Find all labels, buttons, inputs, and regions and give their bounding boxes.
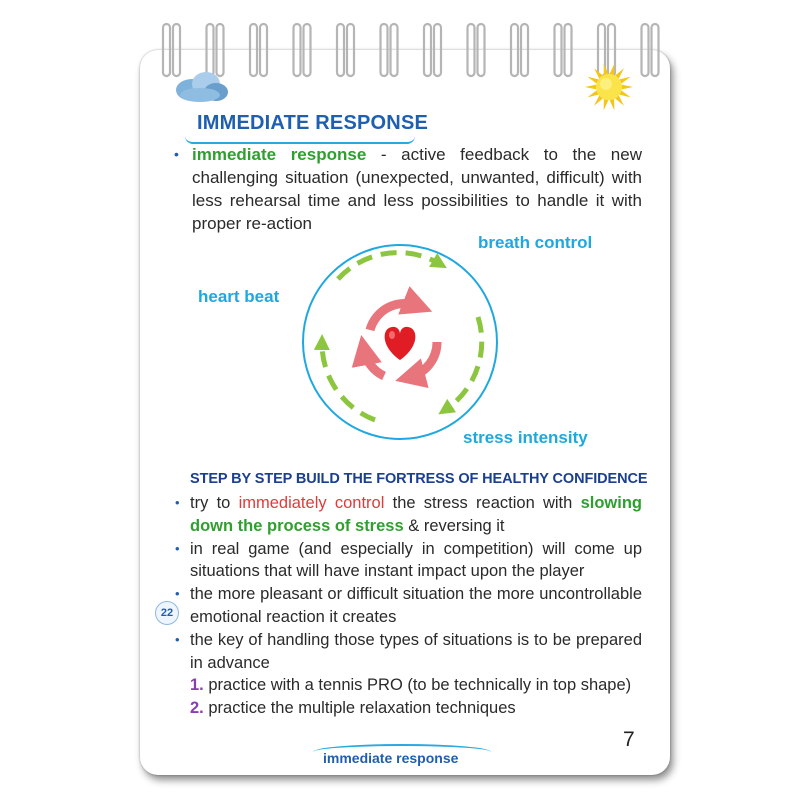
footer-title: immediate response [323, 750, 459, 766]
sun-icon [583, 62, 635, 112]
chapter-badge: 22 [155, 601, 179, 625]
b1-highlight-red: immediately control [238, 494, 385, 512]
b1-post: & reversing it [408, 516, 505, 535]
binding-ring [381, 24, 388, 76]
sun-ray [604, 64, 609, 75]
label-breath-control: breath control [478, 233, 593, 252]
step-text: practice the multiple relaxation techniques [208, 699, 516, 718]
b1-pre: try to [190, 494, 231, 512]
binding-ring [511, 24, 518, 76]
sun-ray [610, 64, 615, 75]
b3-text: the more pleasant or difficult situation the more uncontrollable emotional reaction it creates [190, 585, 642, 626]
label-heart-beat: heart beat [198, 287, 280, 306]
step-number: 2. [190, 699, 204, 718]
intro-term: immediate response [192, 145, 367, 164]
bullet-icon: • [175, 631, 180, 647]
sun-ray [585, 85, 596, 90]
binding-ring [260, 24, 267, 76]
bullet-icon: • [174, 146, 179, 162]
binding-ring [642, 24, 649, 76]
page-number: 7 [623, 728, 635, 751]
step-number: 1. [190, 676, 204, 695]
binding-ring [521, 24, 528, 76]
b2-text: in real game (and especially in competition) will come up situations that will have instant impact upon the player [190, 539, 642, 581]
intro-text: - active feedback to the new challenging situation (unexpected, unwanted, difficult) with less rehearsal time and less possibilities to handle it with proper re-action [192, 145, 642, 233]
binding-ring [294, 24, 301, 76]
stress-cycle-diagram [300, 232, 500, 452]
binding-ring [391, 24, 398, 76]
binding-ring [163, 24, 170, 76]
binding-ring [434, 24, 441, 76]
heart-icon [385, 327, 416, 360]
step-text: practice with a tennis PRO (to be technically in top shape) [208, 676, 632, 695]
binding-ring [304, 24, 311, 76]
binding-ring [555, 24, 562, 76]
sun-ray [622, 85, 633, 90]
binding-ring [347, 24, 354, 76]
sun-ray [610, 99, 615, 110]
label-stress-intensity: stress intensity [463, 428, 588, 447]
list-item [175, 492, 642, 538]
binding-ring [250, 24, 257, 76]
list-item [175, 583, 642, 629]
binding-ring [478, 24, 485, 76]
intro-paragraph [174, 143, 642, 235]
bullet-icon: • [175, 540, 180, 556]
binding-ring [468, 24, 475, 76]
binding-ring [565, 24, 572, 76]
binding-ring [337, 24, 344, 76]
tips-list [175, 492, 642, 720]
b1-highlight-green: slowing down the process of stress [190, 494, 642, 535]
step-item [190, 674, 642, 697]
b4-text: the key of handling those types of situations is to be prepared in advance [190, 630, 642, 672]
spiral-binding [0, 0, 800, 90]
binding-ring [424, 24, 431, 76]
sun-ray [604, 99, 609, 110]
binding-ring [652, 24, 659, 76]
bullet-icon: • [175, 495, 180, 510]
bullet-icon: • [175, 586, 180, 602]
list-item [175, 629, 642, 675]
b1-mid: the stress reaction with [392, 494, 573, 512]
section-heading: STEP BY STEP BUILD THE FORTRESS OF HEALTHY CONFIDENCE [190, 471, 648, 487]
step-item [190, 697, 642, 720]
list-item [175, 538, 642, 584]
cloud-icon [172, 68, 230, 104]
page-title: IMMEDIATE RESPONSE [197, 112, 429, 134]
